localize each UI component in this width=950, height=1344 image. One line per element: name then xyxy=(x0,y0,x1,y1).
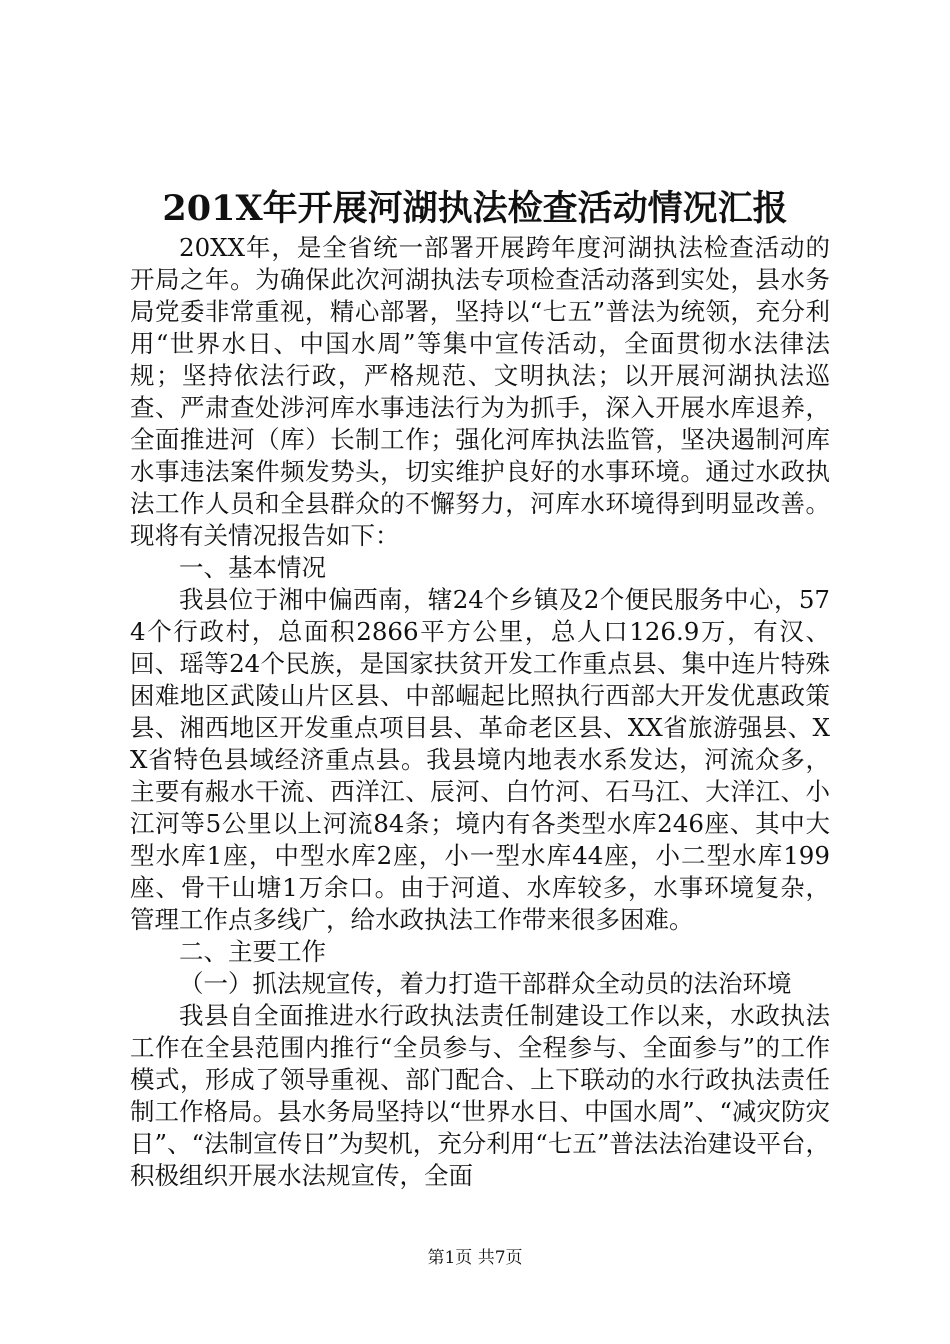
subsection-heading-law-publicity: （一）抓法规宣传，着力打造干部群众全动员的法治环境 xyxy=(179,969,792,998)
document-title: 201X年开展河湖执法检查活动情况汇报 xyxy=(162,188,788,229)
section-heading-main-work: 二、主要工作 xyxy=(179,937,326,966)
section-heading-basic-situation: 一、基本情况 xyxy=(179,553,326,582)
basic-situation-paragraph: 我县位于湘中偏西南，辖24个乡镇及2个便民服务中心，574个行政村，总面积2866平方公里，总人口126.9万，有汉、回、瑶等24个民族，是国家扶贫开发工作重点县、集中连片特殊困难地区武陵山片区县、中部崛起比照执行西部大开发优惠政策县、湘西地区开发重点项目县、革命老区县、XX省旅游强县、XX省特色县域经济重点县。我县境内地表水系发达，河流众多，主要有赧水干流、西洋江、辰河、白竹河、石马江、大洋江、小江河等5公里以上河流84条；境内有各类型水库246座、其中大型水库1座，中型水库2座，小一型水库44座，小二型水库199座、骨干山塘1万余口。由于河道、水库较多，水事环境复杂，管理工作点多线广，给水政执法工作带来很多困难。 xyxy=(130,585,830,934)
intro-paragraph: 20XX年，是全省统一部署开展跨年度河湖执法检查活动的开局之年。为确保此次河湖执法专项检查活动落到实处，县水务局党委非常重视，精心部署，坚持以“七五”普法为统领，充分利用“世界水日、中国水周”等集中宣传活动，全面贯彻水法律法规；坚持依法行政，严格规范、文明执法；以开展河湖执法巡查、严肃查处涉河库水事违法行为为抓手，深入开展水库退养，全面推进河（库）长制工作；强化河库执法监管，坚决遏制河库水事违法案件频发势头，切实维护良好的水事环境。通过水政执法工作人员和全县群众的不懈努力，河库水环境得到明显改善。现将有关情况报告如下： xyxy=(130,233,830,550)
document-body xyxy=(130,232,830,1192)
page-footer: 第1页 共7页 xyxy=(427,1248,523,1268)
law-publicity-paragraph: 我县自全面推进水行政执法责任制建设工作以来，水政执法工作在全县范围内推行“全员参与、全程参与、全面参与”的工作模式，形成了领导重视、部门配合、上下联动的水行政执法责任制工作格局。县水务局坚持以“世界水日、中国水周”、“减灾防灾日”、“法制宣传日”为契机，充分利用“七五”普法法治建设平台，积极组织开展水法规宣传，全面 xyxy=(130,1001,830,1190)
